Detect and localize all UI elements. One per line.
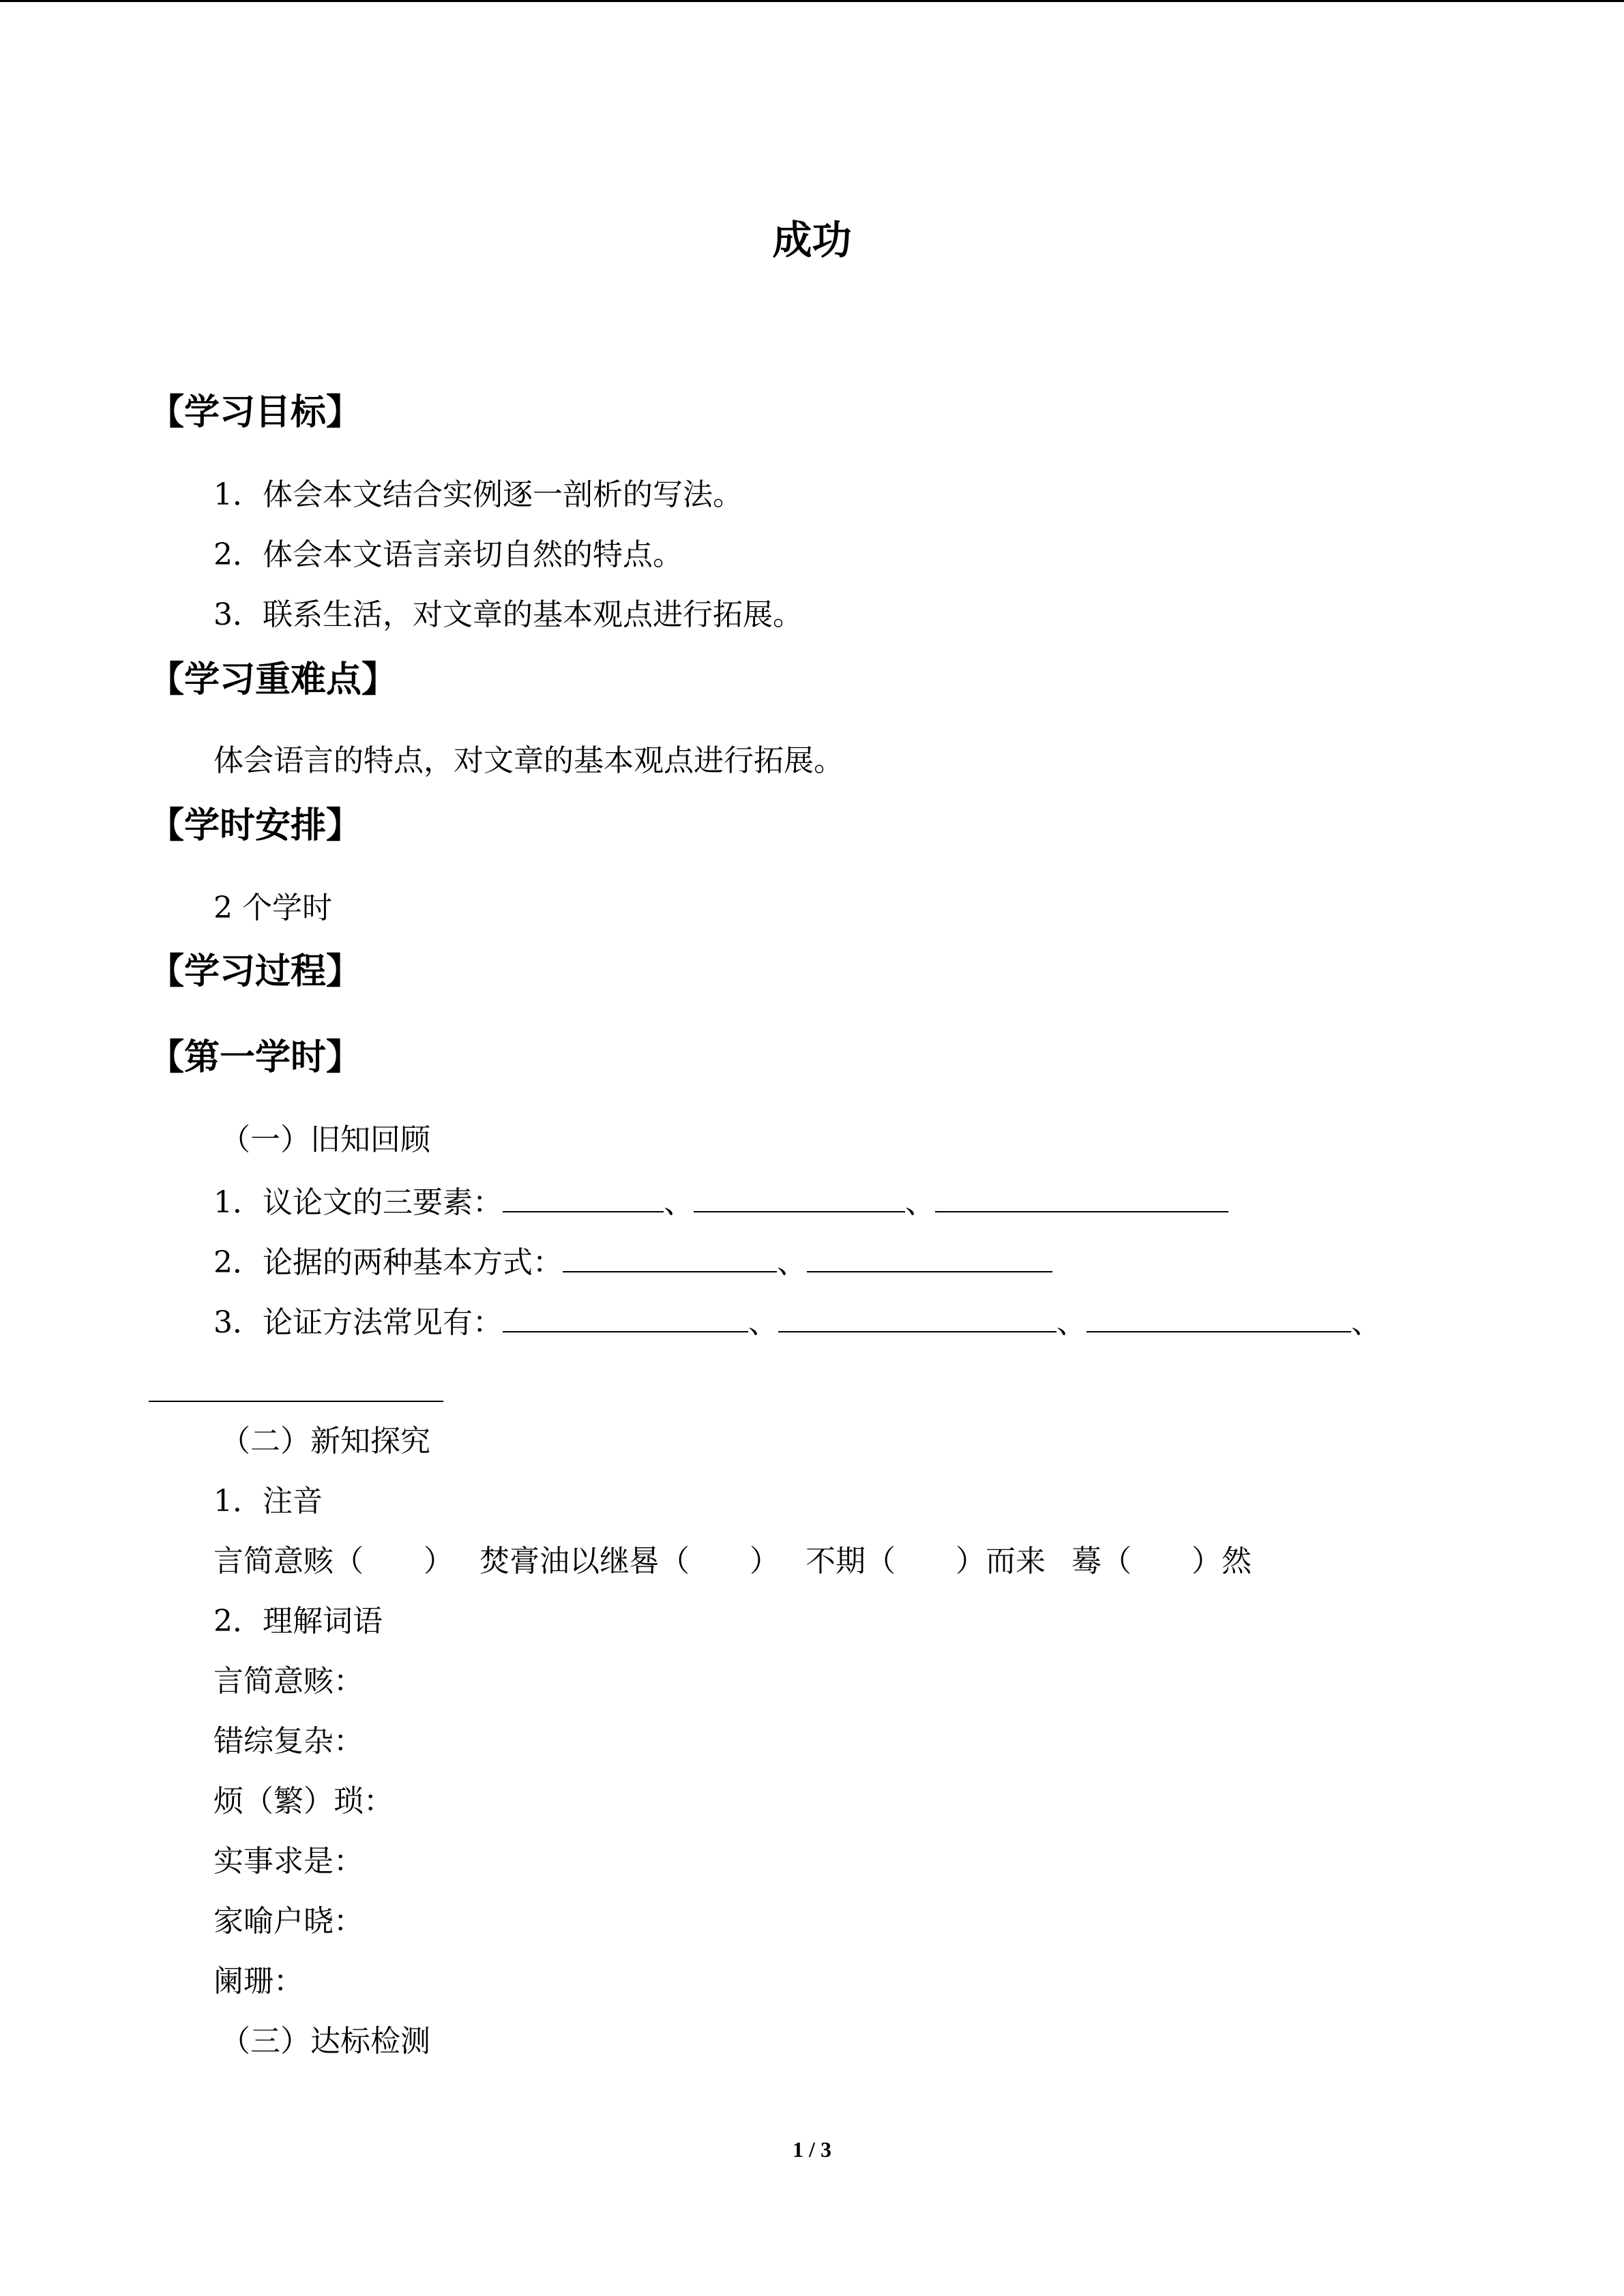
review-question-3 <box>213 1301 1381 1343</box>
heading-objectives: 【学习目标】 <box>149 392 362 433</box>
pinyin-word: 蓦（ <box>1072 1544 1132 1579</box>
pinyin-word: 不期（ <box>806 1544 896 1579</box>
vocab-item: 烦（繁）琐： <box>213 1784 394 1819</box>
question-text: 3．论证方法常见有： <box>213 1305 503 1340</box>
explore-heading: （二）新知探究 <box>220 1424 430 1459</box>
pinyin-word: ）而来 <box>956 1544 1046 1579</box>
answer-blank[interactable] <box>694 1181 905 1212</box>
objective-item: 2．体会本文语言亲切自然的特点。 <box>213 537 683 572</box>
answer-blank[interactable] <box>807 1241 1052 1272</box>
answer-blank[interactable] <box>503 1181 664 1212</box>
pinyin-heading: 1．注音 <box>213 1484 323 1519</box>
answer-blank[interactable] <box>1087 1301 1351 1332</box>
top-border <box>0 0 1624 2</box>
pinyin-word: 焚膏油以继晷（ <box>479 1544 690 1579</box>
answer-blank[interactable] <box>149 1401 443 1402</box>
review-question-2 <box>213 1241 1052 1283</box>
pinyin-word: ）然 <box>1192 1544 1252 1579</box>
vocab-item: 错综复杂： <box>213 1724 364 1759</box>
answer-blank[interactable] <box>503 1301 748 1332</box>
separator: 、 <box>905 1185 935 1220</box>
pinyin-bracket: ） <box>750 1544 780 1579</box>
vocab-item: 言简意赅： <box>213 1664 364 1699</box>
separator: 、 <box>777 1245 807 1280</box>
heading-process: 【学习过程】 <box>149 951 362 992</box>
page-number: 1 / 3 <box>793 2137 831 2162</box>
vocab-item: 家喻户晓： <box>213 1904 364 1939</box>
separator: 、 <box>664 1185 694 1220</box>
test-heading: （三）达标检测 <box>220 2024 430 2059</box>
review-heading: （一）旧知回顾 <box>220 1122 430 1157</box>
vocab-heading: 2．理解词语 <box>213 1604 383 1639</box>
page-title: 成功 <box>772 217 852 263</box>
separator: 、 <box>748 1305 778 1340</box>
separator: 、 <box>1351 1305 1381 1340</box>
objective-item: 3．联系生活，对文章的基本观点进行拓展。 <box>213 597 803 632</box>
schedule-text: 2 个学时 <box>213 891 332 925</box>
objective-item: 1．体会本文结合实例逐一剖析的写法。 <box>213 477 743 512</box>
vocab-item: 实事求是： <box>213 1844 364 1879</box>
question-text: 1．议论文的三要素： <box>213 1185 503 1220</box>
heading-schedule: 【学时安排】 <box>149 805 362 846</box>
pinyin-word: 言简意赅（ <box>213 1544 364 1579</box>
answer-blank[interactable] <box>778 1301 1057 1332</box>
answer-blank[interactable] <box>935 1181 1228 1212</box>
answer-blank[interactable] <box>563 1241 777 1272</box>
heading-first-period: 【第一学时】 <box>149 1037 362 1078</box>
vocab-item: 阑珊： <box>213 1964 304 1999</box>
pinyin-bracket: ） <box>424 1544 454 1579</box>
review-question-1 <box>213 1181 1228 1223</box>
separator: 、 <box>1057 1305 1087 1340</box>
pinyin-line <box>213 1541 1252 1582</box>
heading-key-points: 【学习重难点】 <box>149 659 398 700</box>
key-points-text: 体会语言的特点，对文章的基本观点进行拓展。 <box>213 743 844 778</box>
question-text: 2．论据的两种基本方式： <box>213 1245 563 1280</box>
